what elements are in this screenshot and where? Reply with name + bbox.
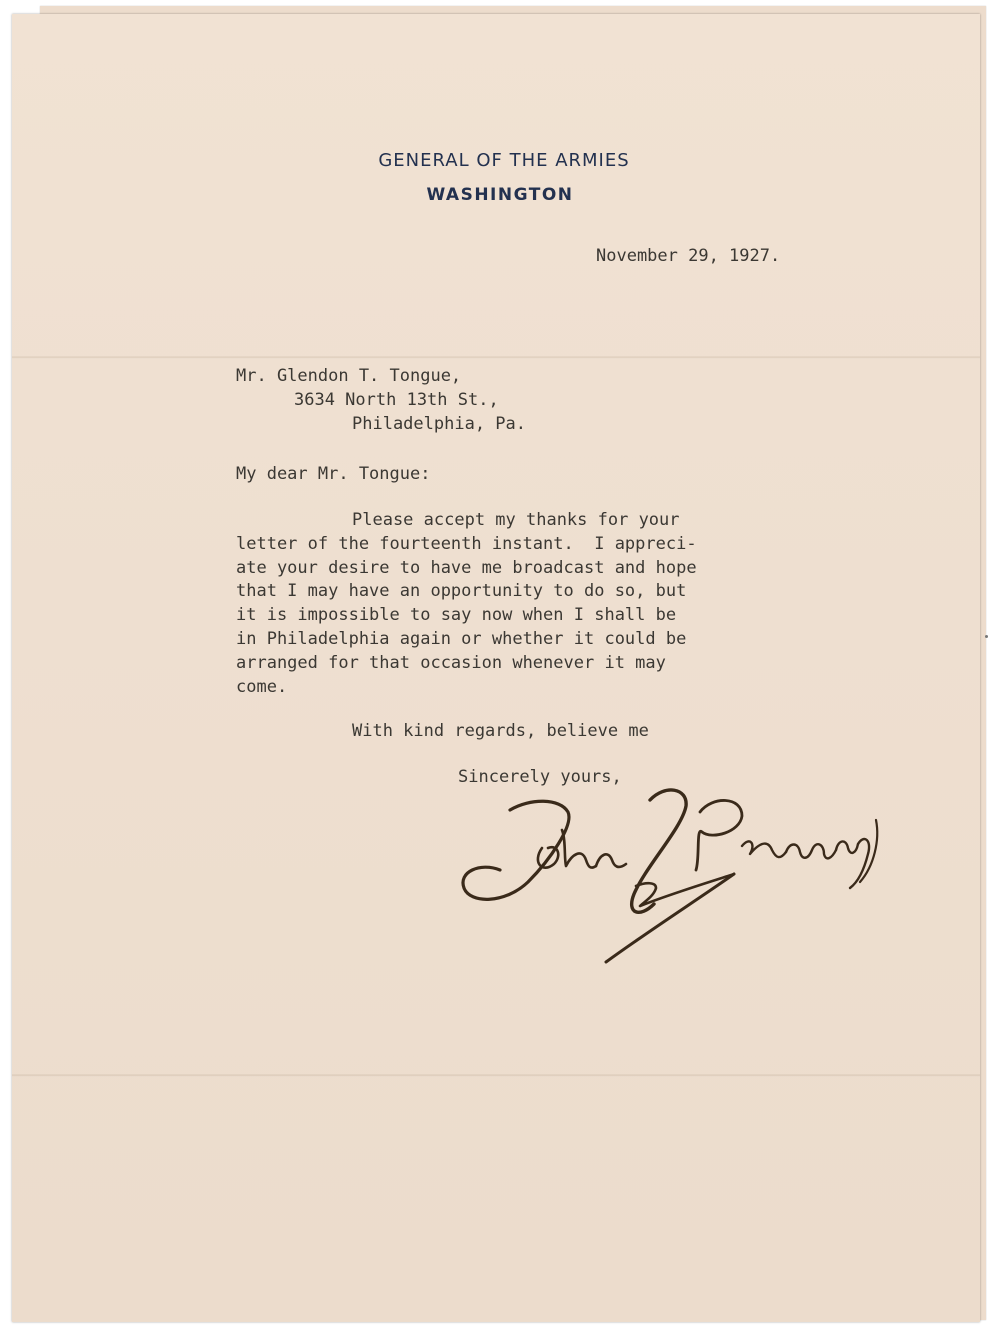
letterhead-title: GENERAL OF THE ARMIES [378,150,630,171]
handwritten-signature [450,770,890,980]
closing-line: With kind regards, believe me [352,721,649,741]
recipient-street: 3634 North 13th St., [294,390,499,410]
body-line: it is impossible to say now when I shall be [236,605,677,625]
paper-speck [985,635,988,638]
recipient-name: Mr. Glendon T. Tongue, [236,366,462,386]
body-line: that I may have an opportunity to do so, but [236,581,687,601]
body-line: in Philadelphia again or whether it could be [236,629,687,649]
body-line: arranged for that occasion whenever it may [236,653,666,673]
fold-crease-upper [12,356,980,359]
salutation: My dear Mr. Tongue: [236,464,431,484]
recipient-city: Philadelphia, Pa. [352,414,526,434]
body-line: come. [236,677,288,697]
body-line: letter of the fourteenth instant. I appreci- [236,534,697,554]
body-line: ate your desire to have me broadcast and hope [236,558,697,578]
letter-date: November 29, 1927. [596,246,781,266]
body-line: Please accept my thanks for your [352,510,680,530]
fold-crease-lower [12,1074,980,1077]
signoff: Sincerely yours, [458,767,622,787]
letterhead-location: WASHINGTON [426,185,574,205]
